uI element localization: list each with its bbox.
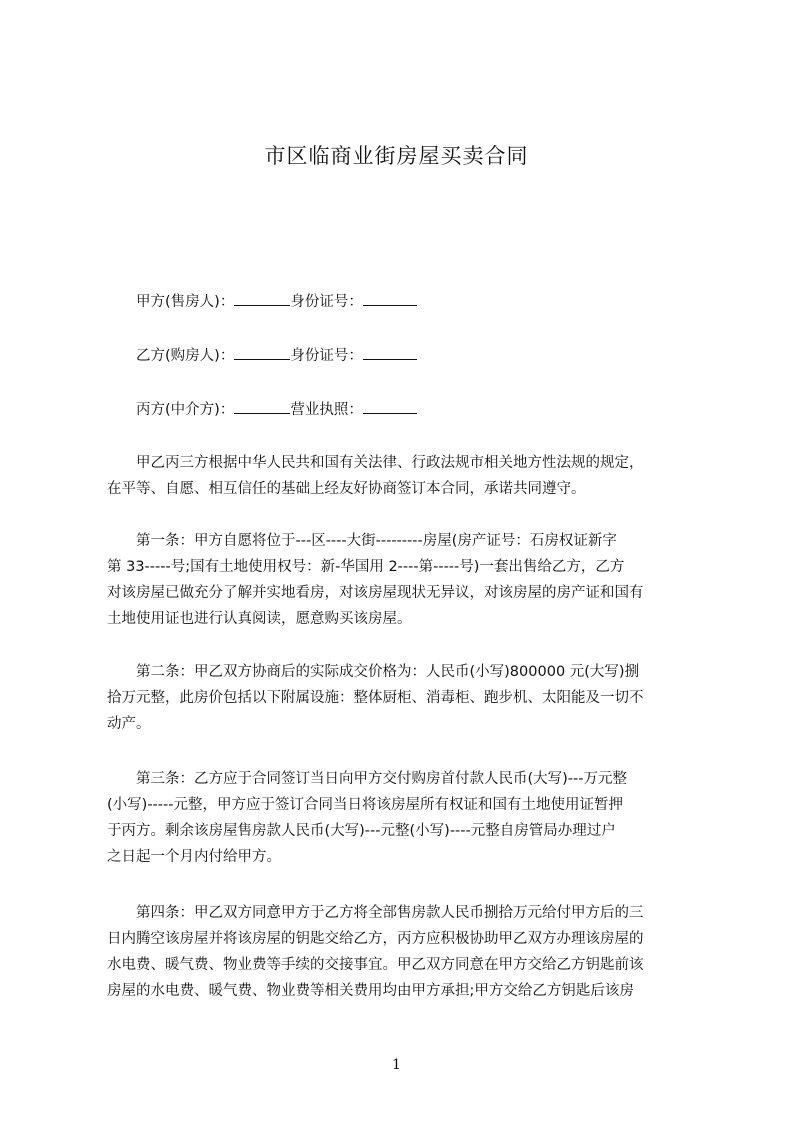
paragraph-line: 在平等、自愿、相互信任的基础上经友好协商签订本合同，承诺共同遵守。 — [107, 481, 586, 497]
party-buyer-line — [136, 345, 417, 366]
party-seller-id-label: 身份证号： — [290, 294, 363, 310]
article-4-paragraph — [107, 900, 711, 1004]
paragraph-line: 水电费、暖气费、物业费等手续的交接事宜。甲乙双方同意在甲方交给乙方钥匙前该 — [107, 957, 644, 973]
buyer-name-blank — [234, 345, 290, 360]
agent-name-blank — [234, 399, 290, 414]
paragraph-line: 于丙方。剩余该房屋售房款人民币(大写)---元整(小写)----元整自房管局办理过户 — [107, 823, 616, 839]
paragraph-line: 甲乙丙三方根据中华人民共和国有关法律、行政法规市相关地方性法规的规定， — [136, 455, 644, 471]
paragraph-line: 第 33-----号;国有土地使用权号：新-华国用 2----第-----号)一套出售给乙方，乙方 — [107, 559, 625, 575]
paragraph-line: 第一条：甲方自愿将位于---区----大街---------房屋(房产证号：石房权证新字 — [136, 533, 617, 549]
paragraph-line: 日内腾空该房屋并将该房屋的钥匙交给乙方，丙方应积极协助甲乙双方办理该房屋的 — [107, 931, 644, 947]
paragraph-line: 房屋的水电费、暖气费、物业费等相关费用均由甲方承担;甲方交给乙方钥匙后该房 — [107, 983, 634, 999]
paragraph-line: 第三条：乙方应于合同签订当日向甲方交付购房首付款人民币(大写)---万元整 — [136, 771, 628, 787]
paragraph-line: 之日起一个月内付给甲方。 — [107, 849, 281, 865]
paragraph-line: 第四条：甲乙双方同意甲方于乙方将全部售房款人民币捌拾万元给付甲方后的三 — [136, 905, 644, 921]
article-3-paragraph — [107, 766, 711, 870]
article-1-paragraph — [107, 528, 711, 632]
article-2-paragraph — [107, 659, 711, 737]
buyer-id-blank — [363, 345, 417, 360]
seller-name-blank — [234, 291, 290, 306]
paragraph-line: 动产。 — [107, 716, 151, 732]
page-number: 1 — [392, 1057, 401, 1073]
party-buyer-id-label: 身份证号： — [290, 348, 363, 364]
preamble-paragraph — [107, 450, 711, 502]
agent-license-blank — [363, 399, 417, 414]
document-title: 市区临商业街房屋买卖合同 — [264, 144, 529, 168]
party-seller-line — [136, 291, 417, 312]
paragraph-line: 拾万元整，此房价包括以下附属设施：整体厨柜、消毒柜、跑步机、太阳能及一切不 — [107, 690, 644, 706]
paragraph-line: 对该房屋已做充分了解并实地看房，对该房屋现状无异议，对该房屋的房产证和国有 — [107, 585, 644, 601]
paragraph-line: 第二条：甲乙双方协商后的实际成交价格为：人民币(小写)800000 元(大写)捌 — [136, 664, 640, 680]
party-buyer-label: 乙方(购房人)： — [136, 348, 235, 364]
party-agent-label: 丙方(中介方)： — [136, 402, 235, 418]
paragraph-line: (小写)-----元整，甲方应于签订合同当日将该房屋所有权证和国有土地使用证暂押 — [107, 797, 623, 813]
party-seller-label: 甲方(售房人)： — [136, 294, 235, 310]
party-agent-line — [136, 399, 417, 420]
party-agent-license-label: 营业执照： — [290, 402, 363, 418]
paragraph-line: 土地使用证也进行认真阅读，愿意购买该房屋。 — [107, 611, 412, 627]
seller-id-blank — [363, 291, 417, 306]
